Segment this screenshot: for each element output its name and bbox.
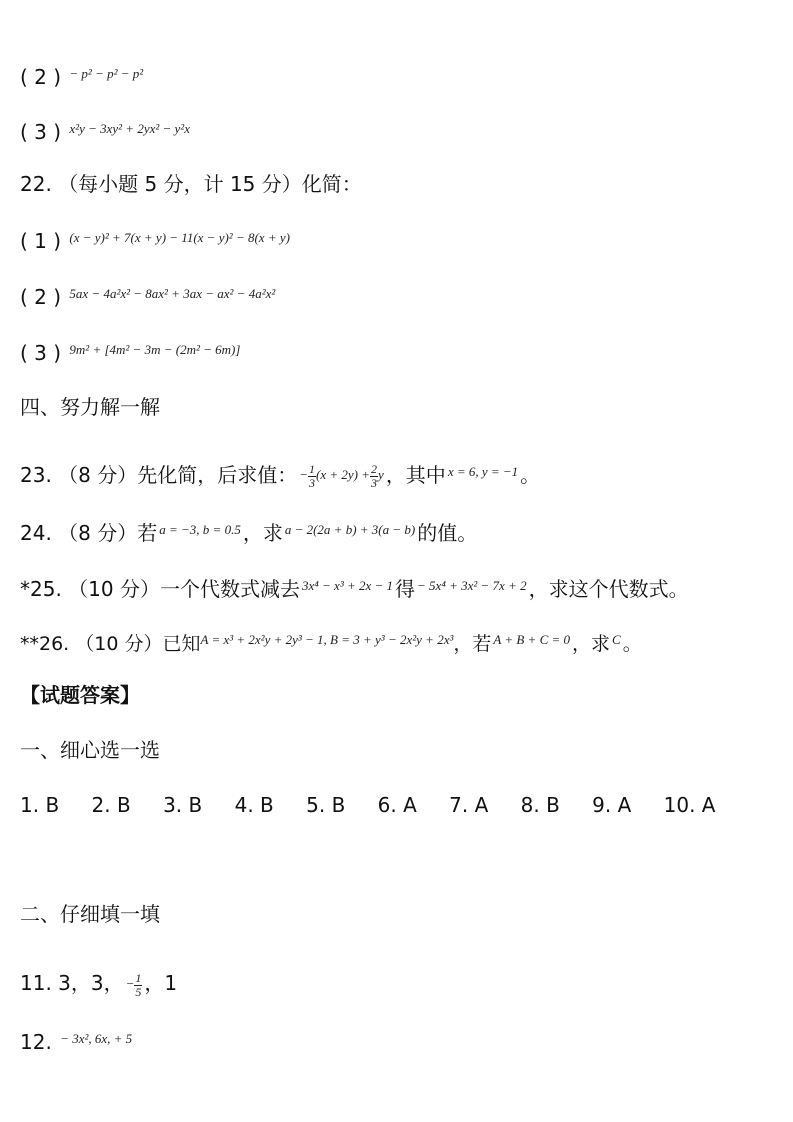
q23-frac2: [370, 463, 378, 490]
q23-prefix: 23. （8 分）先化简，后求值：: [20, 463, 298, 487]
q23-frac2-den: 3: [371, 475, 378, 490]
q21-part3-label: ( 3 ): [20, 120, 62, 144]
q25-end: ，求这个代数式。: [528, 577, 689, 601]
q26-prefix: **26. （10 分）已知: [20, 633, 201, 655]
q26-middle2: ，求: [572, 633, 611, 655]
mc-answer: 5. B: [306, 793, 346, 817]
mc-answer: 8. B: [520, 793, 560, 817]
answer-11-fraction: [125, 970, 143, 999]
answer-11-minus: −: [125, 976, 135, 991]
q25-middle: 得: [395, 577, 416, 601]
q23: [20, 458, 540, 490]
mc-answer: 7. A: [449, 793, 489, 817]
q25-prefix: *25. （10 分）一个代数式减去: [20, 577, 300, 601]
q24: [20, 516, 477, 547]
q22-part2-expr: 5ax − 4a²x² − 8ax² + 3ax − ax² − 4a²x²: [69, 286, 276, 301]
q21-part2: [20, 60, 145, 91]
q23-frac1-num: 1: [309, 461, 316, 476]
q24-prefix: 24. （8 分）若: [20, 521, 158, 545]
mc-answers-row: [20, 791, 742, 819]
q23-frac1: [308, 463, 316, 490]
section4-title: 四、努力解一解: [20, 395, 160, 419]
section1-title: 一、细心选一选: [20, 738, 160, 762]
q22-title: 22. （每小题 5 分，计 15 分）化简：: [20, 172, 362, 196]
q26-expr2: A + B + C = 0: [493, 632, 571, 647]
q23-condition: x = 6, y = −1: [447, 464, 519, 479]
q23-frac2-num: 2: [371, 461, 378, 476]
q26-expr3: C: [612, 632, 621, 647]
q24-middle: ，求: [242, 521, 283, 545]
mc-answer: 3. B: [163, 793, 203, 817]
mc-answer: 10. A: [663, 793, 716, 817]
answer-12-prefix: 12.: [20, 1030, 52, 1054]
mc-answer: 4. B: [234, 793, 274, 817]
q23-end: 。: [520, 463, 541, 487]
q22-part3-label: ( 3 ): [20, 341, 62, 365]
q26-expr1: A = x³ + 2x²y + 2y³ − 1, B = 3 + y³ − 2x²y + 2x³: [200, 632, 454, 647]
q22-part3-expr: 9m² + [4m² − 3m − (2m² − 6m)]: [69, 342, 241, 357]
q21-part2-expr: − p² − p² − p²: [69, 66, 144, 81]
q21-part3-expr: x²y − 3xy² + 2yx² − y²x: [69, 121, 190, 136]
q24-expr: a − 2(2a + b) + 3(a − b): [284, 522, 416, 537]
q21-part3: [20, 115, 192, 146]
answer-12: [20, 1025, 134, 1056]
answer-11-end: ，1: [144, 971, 178, 995]
q23-frac1-den: 3: [309, 475, 316, 490]
mc-answer: 2. B: [91, 793, 131, 817]
q22-part1: [20, 224, 292, 255]
q25-expr2: − 5x⁴ + 3x² − 7x + 2: [417, 578, 527, 593]
answer-11-frac: [134, 972, 142, 999]
answer-11: [20, 969, 177, 999]
q26: [20, 626, 642, 658]
q21-part2-label: ( 2 ): [20, 65, 62, 89]
q23-expr-mid: (x + 2y) +: [316, 467, 371, 482]
q22-part2: [20, 280, 277, 311]
q24-condition: a = −3, b = 0.5: [159, 522, 241, 537]
answers-header: 【试题答案】: [20, 683, 140, 707]
q23-expr-post: y: [378, 467, 384, 482]
mc-answer: 6. A: [377, 793, 417, 817]
q22-part2-label: ( 2 ): [20, 285, 62, 309]
answer-12-expr: − 3x², 6x, + 5: [60, 1031, 133, 1046]
q24-end: 的值。: [417, 521, 478, 545]
q26-end: 。: [622, 633, 642, 655]
answer-11-frac-num: 1: [135, 970, 142, 985]
q26-middle: ，若: [453, 633, 492, 655]
q22-part1-expr: (x − y)² + 7(x + y) − 11(x − y)² − 8(x + y): [69, 230, 290, 245]
q23-minus: −: [299, 467, 309, 482]
q23-expr: [299, 461, 384, 490]
q22-part3: [20, 336, 242, 367]
q22-part1-label: ( 1 ): [20, 229, 62, 253]
q23-middle: ，其中: [385, 463, 446, 487]
answer-11-prefix: 11. 3，3，: [20, 971, 124, 995]
q25: [20, 572, 689, 603]
mc-answer: 1. B: [20, 793, 60, 817]
answer-11-frac-den: 5: [135, 984, 142, 999]
q25-expr1: 3x⁴ − x³ + 2x − 1: [301, 578, 394, 593]
section2-title: 二、仔细填一填: [20, 902, 160, 926]
mc-answer: 9. A: [592, 793, 632, 817]
